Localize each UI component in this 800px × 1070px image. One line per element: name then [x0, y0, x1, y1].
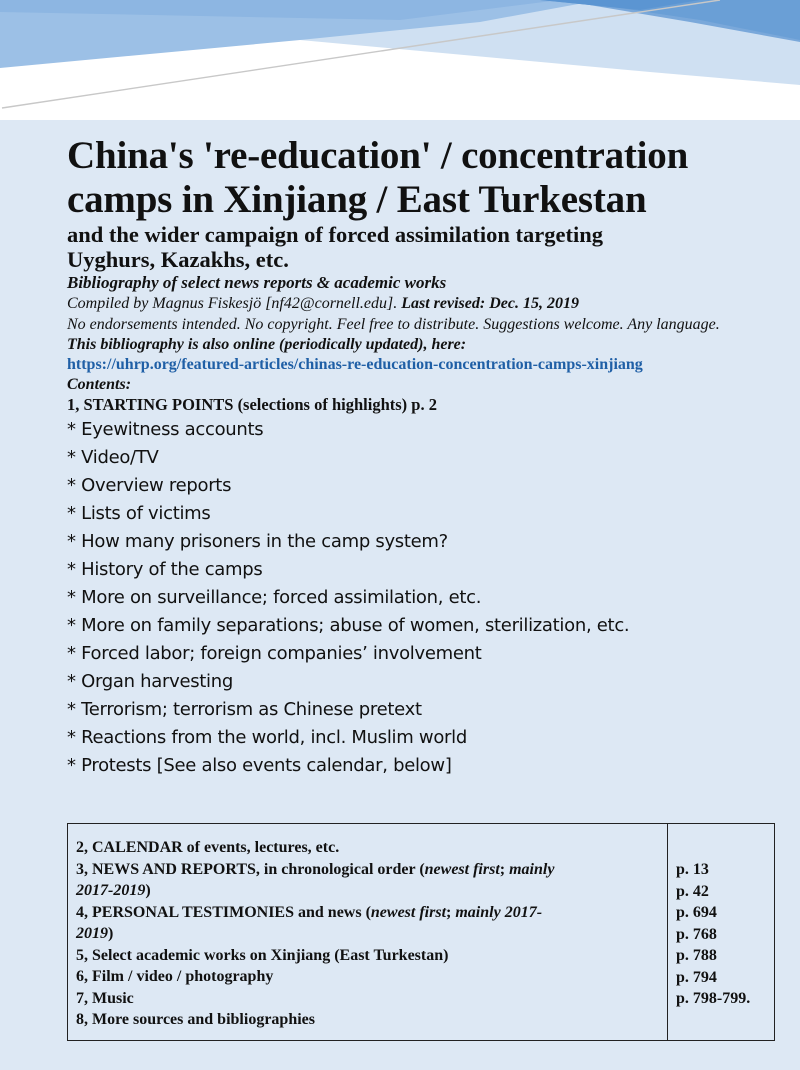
toc-section-4-sep: ; — [446, 903, 456, 921]
page-title — [67, 134, 777, 222]
list-item: * Video/TV — [67, 447, 159, 468]
list-item: * History of the camps — [67, 559, 263, 580]
bibliography-url-link[interactable]: https://uhrp.org/featured-articles/chinas-re-education-concentration-camps-xinjiang — [67, 356, 643, 373]
list-item: * Reactions from the world, incl. Muslim world — [67, 727, 467, 748]
toc-section-4-cont — [76, 923, 667, 945]
toc-section-5: 5, Select academic works on Xinjiang (East Turkestan) — [76, 946, 449, 964]
toc-section-3-newest: newest first — [424, 860, 500, 878]
document-body — [67, 134, 777, 780]
toc-section-4-newest: newest first — [370, 903, 447, 921]
header-banner — [0, 0, 800, 120]
toc-section-7: 7, Music — [76, 989, 134, 1007]
list-item: * Organ harvesting — [67, 671, 233, 692]
last-revised: Last revised: Dec. 15, 2019 — [401, 295, 579, 312]
toc-section-8: 8, More sources and bibliographies — [76, 1011, 315, 1028]
contents-label: Contents: — [67, 376, 132, 393]
subtitle-line-1: and the wider campaign of forced assimilation targeting — [67, 222, 604, 247]
toc-section-4-close: ) — [108, 925, 114, 942]
toc-page-number: p. 798-799. — [676, 990, 751, 1007]
toc-sections-column — [68, 824, 668, 1040]
list-item: * More on family separations; abuse of women, sterilization, etc. — [67, 615, 630, 636]
toc-page-number: p. 694 — [676, 904, 717, 921]
notice: No endorsements intended. No copyright. Feel free to distribute. Suggestions welcome. Any language. — [67, 316, 720, 333]
list-item: * Protests [See also events calendar, below] — [67, 755, 452, 776]
toc-section-3-text: 3, NEWS AND REPORTS, in chronological order ( — [76, 860, 425, 878]
toc-section-1: 1, STARTING POINTS (selections of highlights) p. 2 — [67, 395, 437, 414]
starting-points-list — [67, 416, 777, 780]
toc-section-4-mainly: mainly 2017- — [455, 903, 543, 921]
subtitle-line-2: Uyghurs, Kazakhs, etc. — [67, 247, 289, 272]
toc-table — [67, 823, 775, 1041]
toc-page-number: p. 13 — [676, 861, 709, 878]
bibliography-label: Bibliography of select news reports & academic works — [67, 273, 447, 292]
title-line-2: camps in Xinjiang / East Turkestan — [67, 178, 647, 221]
online-note: This bibliography is also online (periodically updated), here: — [67, 336, 467, 353]
list-item: * How many prisoners in the camp system? — [67, 531, 448, 552]
compiled-by: Compiled by Magnus Fiskesjö [nf42@cornell.edu]. — [67, 295, 402, 312]
toc-section-3-mainly: mainly — [509, 860, 555, 878]
list-item: * Overview reports — [67, 475, 232, 496]
subtitle — [67, 222, 777, 272]
toc-section-2: 2, CALENDAR of events, lectures, etc. — [76, 839, 340, 856]
list-item: * Lists of victims — [67, 503, 211, 524]
toc-page-number: p. 794 — [676, 968, 717, 986]
list-item: * Terrorism; terrorism as Chinese pretext — [67, 699, 422, 720]
toc-section-3-cont — [76, 880, 667, 902]
list-item: * Eyewitness accounts — [67, 419, 264, 440]
list-item: * Forced labor; foreign companies’ involvement — [67, 643, 482, 664]
toc-section-3 — [76, 859, 667, 881]
title-line-1: China's 're-education' / concentration — [67, 134, 689, 177]
toc-page-number: p. 768 — [676, 925, 717, 943]
toc-page-number: p. 788 — [676, 947, 717, 964]
toc-section-3-sep: ; — [499, 860, 510, 878]
decorative-banner-graphic — [0, 0, 800, 120]
toc-section-3-close: ) — [145, 882, 151, 899]
toc-section-4-years: 2019 — [76, 925, 108, 942]
toc-pages-column — [668, 824, 774, 1040]
toc-section-4 — [76, 902, 667, 924]
compiled-by-line — [67, 293, 777, 314]
toc-section-3-years: 2017-2019 — [76, 882, 146, 899]
toc-section-4-text: 4, PERSONAL TESTIMONIES and news ( — [76, 903, 371, 921]
list-item: * More on surveillance; forced assimilation, etc. — [67, 587, 482, 608]
toc-section-6: 6, Film / video / photography — [76, 968, 274, 985]
toc-page-number: p. 42 — [676, 882, 709, 900]
